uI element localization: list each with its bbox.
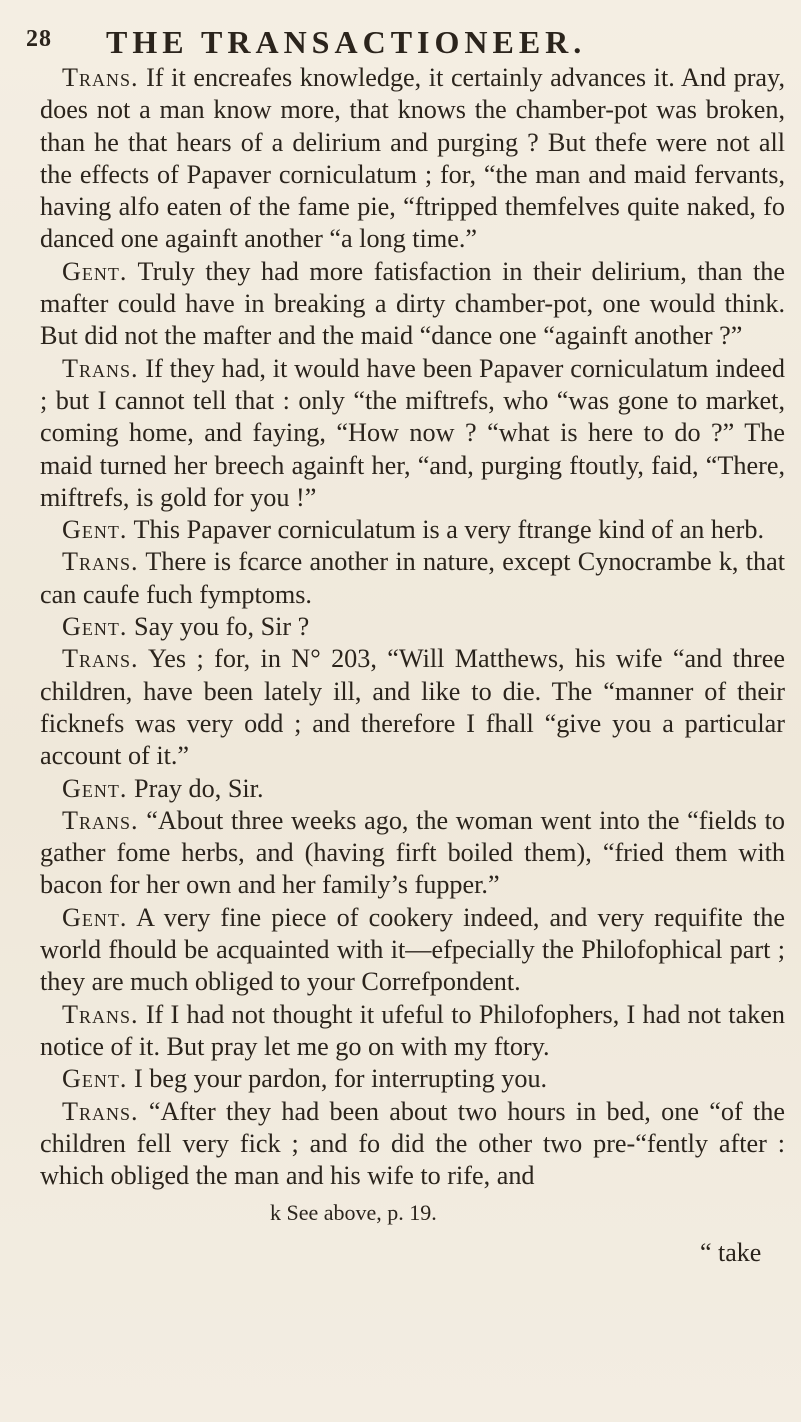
paragraph-text: There is fcarce another in nature, except Cynocrambe k, that can caufe fuch fymptoms. (40, 547, 785, 609)
paragraph-text: If they had, it would have been Papaver corniculatum indeed ; but I cannot tell that : only “the miftrefs, who “was gone to market, coming home, and faying, “How now ? “what is here to do ?” The maid turned her breech againft her, “and, purging ftoutly, faid, “There, miftrefs, is gold for you !” (40, 353, 785, 512)
footnote: k See above, p. 19. (270, 1200, 437, 1225)
paragraph (40, 1063, 785, 1095)
speaker-label: Trans. (62, 1096, 139, 1126)
paragraph-text: A very fine piece of cookery indeed, and very requifite the world fhould be acquainted with it—efpecially the Philofophical part ; they are much obliged to your Correfpondent. (40, 902, 786, 997)
paragraph (40, 256, 785, 353)
paragraph-text: Say you fo, Sir ? (134, 612, 310, 642)
paragraph-text: Truly they had more fatisfaction in their delirium, than the mafter could have in breaking a dirty chamber-pot, one would think. But did not the mafter and the maid “dance one “againft another ?” (40, 256, 785, 351)
paragraph-text: Yes ; for, in N° 203, “Will Matthews, his wife “and three children, have been lately ill, and like to die. The “manner of their ficknefs was very odd ; and therefore I fhall “give you a particular account of it.” (40, 644, 785, 771)
paragraph (40, 1096, 785, 1193)
paragraph (40, 611, 785, 643)
speaker-label: Gent. (62, 612, 128, 642)
paragraph (40, 62, 785, 256)
speaker-label: Trans. (62, 805, 139, 835)
paragraph (40, 546, 785, 611)
speaker-label: Trans. (62, 999, 139, 1029)
page-number: 28 (26, 26, 52, 52)
dialogue-body (40, 62, 785, 1192)
speaker-label: Gent. (62, 902, 128, 932)
speaker-label: Trans. (62, 63, 139, 92)
paragraph-text: This Papaver corniculatum is a very ftrange kind of an herb. (133, 515, 765, 545)
paragraph (40, 643, 785, 772)
paragraph (40, 773, 785, 805)
paragraph (40, 514, 785, 546)
paragraph-text: Pray do, Sir. (134, 773, 264, 803)
paragraph-text: “About three weeks ago, the woman went into the “fields to gather fome herbs, and (having firft boiled them), “fried them with bacon for her own and her family’s fupper.” (40, 805, 786, 900)
paragraph-text: If I had not thought it ufeful to Philofophers, I had not taken notice of it. But pray let me go on with my ftory. (40, 999, 785, 1061)
speaker-label: Gent. (62, 773, 128, 803)
paragraph (40, 902, 785, 999)
paragraph (40, 805, 785, 902)
speaker-label: Trans. (62, 353, 139, 383)
paragraph-text: If it encreafes knowledge, it certainly advances it. And pray, does not a man know more, that knows the chamber-pot was broken, than he that hears of a delirium and purging ? But thefe were not all the effects of Papaver corniculatum ; for, “the man and maid fervants, having alfo eaten of the fame pie, “ftripped themfelves quite naked, fo danced one againft another “a long time.” (40, 63, 785, 254)
speaker-label: Trans. (62, 644, 139, 674)
paragraph-text: I beg your pardon, for interrupting you. (134, 1064, 548, 1094)
speaker-label: Gent. (62, 256, 128, 286)
catchword: “ take (700, 1238, 762, 1267)
speaker-label: Gent. (62, 515, 128, 545)
speaker-label: Trans. (62, 547, 139, 577)
paragraph (40, 999, 785, 1064)
running-title: THE TRANSACTIONEER. (106, 24, 587, 60)
paragraph-text: “After they had been about two hours in bed, one “of the children fell very fick ; and fo did the other two pre-“fently after : which obliged the man and his wife to rife, and (40, 1096, 785, 1191)
speaker-label: Gent. (62, 1064, 128, 1094)
running-head (26, 20, 781, 66)
paragraph (40, 353, 785, 514)
